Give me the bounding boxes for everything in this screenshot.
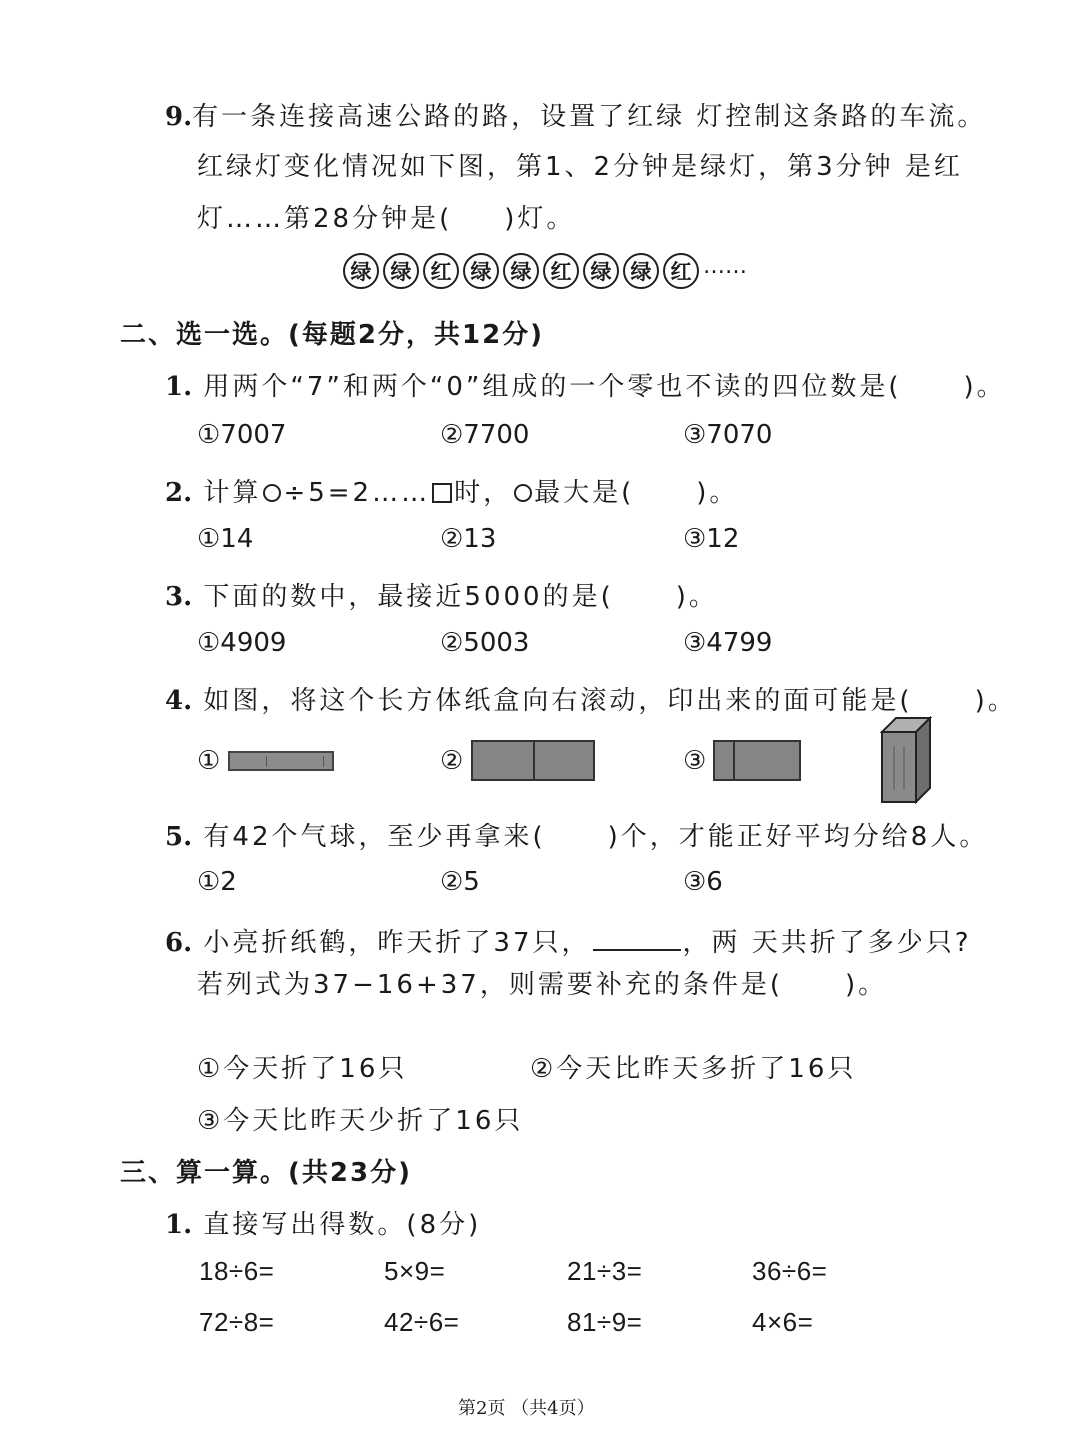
s2-q4 [165, 680, 1017, 717]
calc-item[interactable]: 72÷8= [199, 1307, 275, 1337]
lights-ellipsis: …… [703, 254, 747, 279]
traffic-light-circle: 绿 [463, 253, 499, 289]
s2-q1-text-b: )。 [963, 372, 1006, 402]
s2-q6-text-line2b: )。 [844, 970, 888, 1000]
calc-item[interactable]: 5×9= [384, 1256, 446, 1286]
q9-number: 9. [165, 102, 193, 132]
traffic-light-circle: 红 [663, 253, 699, 289]
s2-q6-line2 [197, 964, 887, 1001]
traffic-light-circle: 红 [423, 253, 459, 289]
option-2-two-squares-image[interactable] [471, 740, 595, 781]
page-footer: 第2页 （共4页） [458, 1398, 595, 1419]
s2-q2 [165, 472, 738, 509]
s2-q4-option-1-marker[interactable]: ① [197, 746, 221, 776]
s2-q4-text-b: )。 [974, 686, 1017, 716]
traffic-light-circle: 绿 [503, 253, 539, 289]
s2-q5-number: 5. [165, 822, 193, 852]
calc-item[interactable]: 42÷6= [384, 1307, 460, 1337]
q9-line1 [165, 96, 986, 133]
cuboid-box-image [880, 716, 932, 804]
option-3-rect-image[interactable] [713, 740, 801, 781]
s2-q6-text-line2a: 若列式为37−16+37，则需要补充的条件是( [197, 970, 783, 1000]
s3-q1 [165, 1204, 481, 1241]
s2-q3-option-1[interactable]: ①4909 [197, 628, 287, 658]
s2-q1 [165, 366, 1006, 403]
q9-text-line3b: )灯。 [504, 204, 576, 234]
q9-line3 [197, 198, 575, 235]
s2-q6-fill-blank[interactable] [593, 927, 681, 951]
s2-q2-text-a: 计算 [203, 478, 262, 508]
s2-q6-text-line1b: ，两 天共折了多少只? [682, 928, 972, 958]
s2-q5-option-2[interactable]: ②5 [440, 867, 480, 897]
s2-q6-option-2[interactable]: ②今天比昨天多折了16只 [530, 1054, 857, 1084]
s2-q5-option-3[interactable]: ③6 [683, 867, 723, 897]
circle-placeholder-icon [263, 484, 281, 502]
s2-q3 [165, 576, 718, 613]
calc-item[interactable]: 36÷6= [752, 1256, 828, 1286]
section2-title: 二、选一选。(每题2分，共12分) [120, 320, 545, 350]
s2-q6-option-3[interactable]: ③今天比昨天少折了16只 [197, 1106, 524, 1136]
s2-q4-option-3-marker[interactable]: ③ [683, 746, 707, 776]
s2-q1-option-2[interactable]: ②7700 [440, 420, 530, 450]
s2-q4-option-2-marker[interactable]: ② [440, 746, 464, 776]
calc-item[interactable]: 21÷3= [567, 1256, 643, 1286]
s2-q5 [165, 816, 988, 853]
s2-q3-number: 3. [165, 582, 193, 612]
q9-text-line1: 有一条连接高速公路的路，设置了红绿 灯控制这条路的车流。 [192, 102, 987, 132]
calc-item[interactable]: 18÷6= [199, 1256, 275, 1286]
calc-item[interactable]: 4×6= [752, 1307, 814, 1337]
s2-q3-option-2[interactable]: ②5003 [440, 628, 530, 658]
s2-q3-option-3[interactable]: ③4799 [683, 628, 773, 658]
s2-q5-text-a: 有42个气球，至少再拿来( [203, 822, 546, 852]
s2-q1-option-1[interactable]: ①7007 [197, 420, 287, 450]
section3-title: 三、算一算。(共23分) [120, 1158, 412, 1188]
traffic-light-circle: 红 [543, 253, 579, 289]
s2-q2-option-3[interactable]: ③12 [683, 524, 740, 554]
s2-q2-option-2[interactable]: ②13 [440, 524, 497, 554]
s3-q1-number: 1. [165, 1210, 193, 1240]
s2-q1-number: 1. [165, 372, 193, 402]
s2-q6-number: 6. [165, 928, 193, 958]
calc-item[interactable]: 81÷9= [567, 1307, 643, 1337]
s2-q3-text-b: )。 [675, 582, 718, 612]
q9-text-line2: 红绿灯变化情况如下图，第1、2分钟是绿灯，第3分钟 是红 [197, 152, 963, 182]
traffic-light-circle: 绿 [623, 253, 659, 289]
s2-q2-text-b: ÷5=2…… [283, 478, 431, 508]
traffic-light-circle: 绿 [343, 253, 379, 289]
s2-q2-text-c: 时， [454, 478, 513, 508]
s2-q5-option-1[interactable]: ①2 [197, 867, 237, 897]
traffic-light-circle: 绿 [383, 253, 419, 289]
s2-q2-option-1[interactable]: ①14 [197, 524, 254, 554]
s2-q4-number: 4. [165, 686, 193, 716]
circle-placeholder-icon [514, 484, 532, 502]
s2-q5-text-b: )个，才能正好平均分给8人。 [607, 822, 989, 852]
s2-q2-number: 2. [165, 478, 193, 508]
traffic-light-circle: 绿 [583, 253, 619, 289]
s2-q6-line1 [165, 922, 972, 959]
option-1-thin-face-image[interactable] [228, 751, 334, 771]
s2-q3-text-a: 下面的数中，最接近5000的是( [203, 582, 614, 612]
s2-q6-option-1[interactable]: ①今天折了16只 [197, 1054, 408, 1084]
s2-q1-text-a: 用两个“7”和两个“0”组成的一个零也不读的四位数是( [203, 372, 902, 402]
q9-text-line3a: 灯……第28分钟是( [197, 204, 453, 234]
s2-q2-text-e: )。 [696, 478, 739, 508]
s2-q4-text-a: 如图，将这个长方体纸盒向右滚动，印出来的面可能是( [203, 686, 913, 716]
s2-q6-text-line1a: 小亮折纸鹤，昨天折了37只， [203, 928, 591, 958]
square-placeholder-icon [432, 483, 452, 503]
s3-q1-text: 直接写出得数。(8分) [203, 1210, 482, 1240]
s2-q2-text-d: 最大是( [534, 478, 635, 508]
s2-q1-option-3[interactable]: ③7070 [683, 420, 773, 450]
